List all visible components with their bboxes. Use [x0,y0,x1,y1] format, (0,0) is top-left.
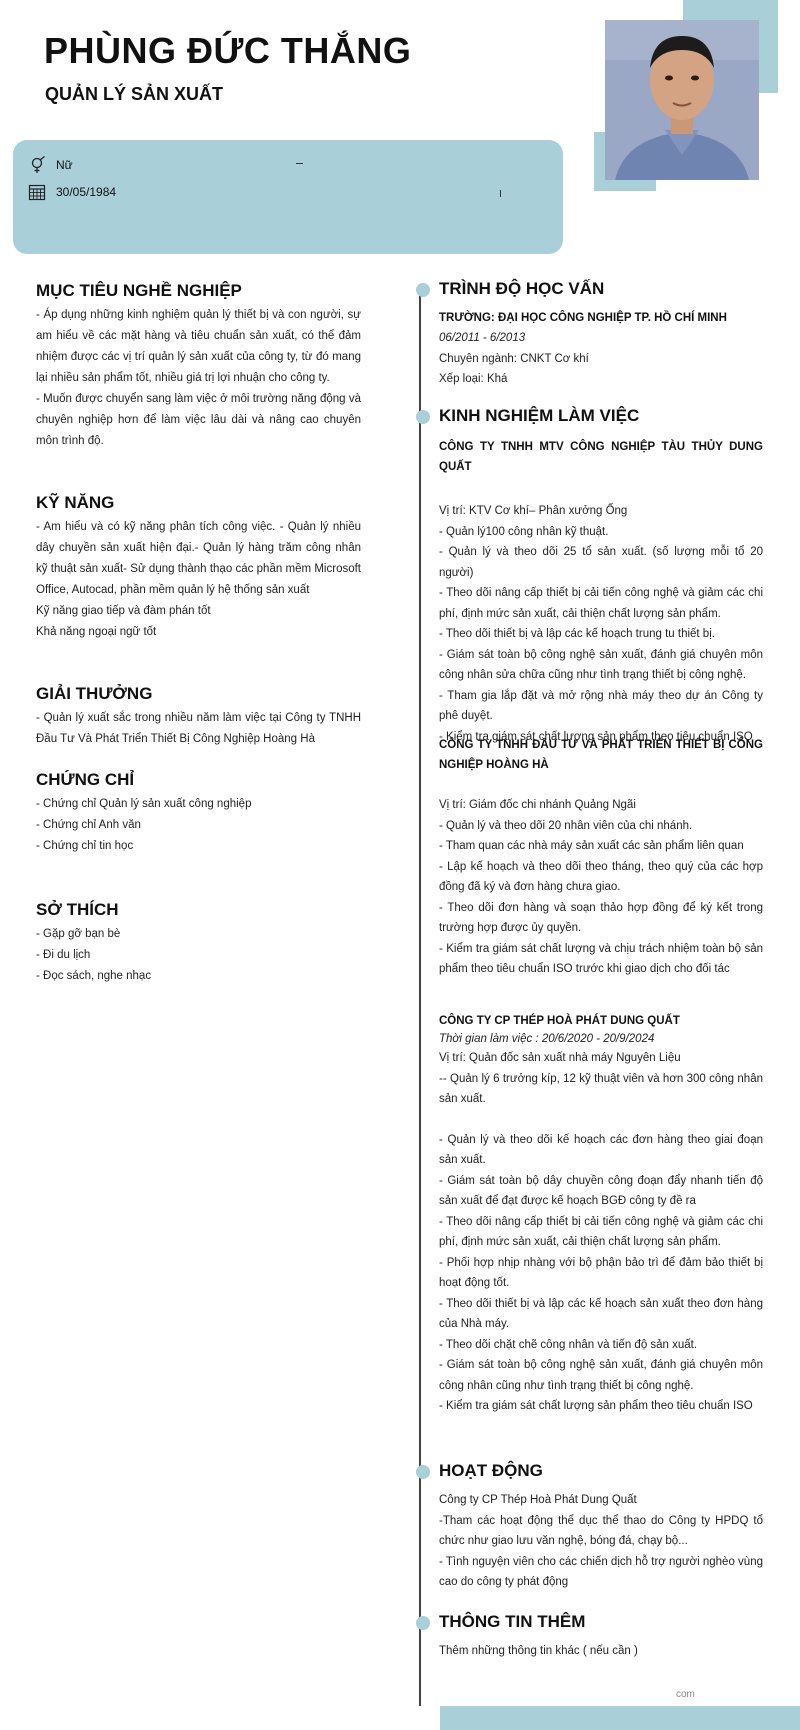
person-portrait-icon [605,20,759,180]
skill-line: - Am hiểu và có kỹ năng phân tích công việc. - Quản lý nhiều dây chuyền sản xuất hiện đại.- Quản lý hàng trăm công nhân kỹ thuật sản xuất- Sử dụng thành thạo các phần mềm Microsoft Office, Autocad, phần mềm quản lý hệ thống sản xuất [36,521,361,596]
job-line: - Quản lý100 công nhân kỹ thuật. [439,525,609,538]
timeline-line [419,286,421,1706]
experience-item [439,437,763,747]
job-line: Vị trí: Quản đốc sản xuất nhà máy Nguyên Liệu [439,1052,681,1064]
company-name: CÔNG TY CP THÉP HOÀ PHÁT DUNG QUẤT [439,1015,680,1027]
job-line: - Kiểm tra giám sát chất lượng sản phẩm theo tiêu chuẩn ISO [439,730,753,743]
activity-org: Công ty CP Thép Hoà Phát Dung Quất [439,1494,637,1506]
objective-line: - Muốn được chuyển sang làm việc ở môi trường năng động và chuyên nghiệp hơn để làm việc lâu dài và nâng cao chuyên môn trình độ. [36,393,361,447]
job-line: - Kiểm tra giám sát chất lượng sản phẩm theo tiêu chuẩn ISO [439,1400,753,1412]
section-title: CHỨNG CHỈ [36,770,135,789]
divider-mark [296,163,303,164]
calendar-icon [28,183,46,201]
awards-section [36,684,361,750]
activity-line: - Tình nguyện viên cho các chiến dịch hỗ trợ người nghèo vùng cao do công ty phát động [439,1555,763,1588]
job-line: Vị trí: KTV Cơ khí– Phân xưởng Ống [439,505,628,517]
job-line: - Theo dõi nâng cấp thiết bị cải tiến công nghệ và giảm các chi phí, định mức sản xuất, cải thiện chất lượng sản phẩm. [439,1215,763,1248]
education-section [439,279,763,390]
job-line: - Quản lý và theo dõi 20 nhân viên của chi nhánh. [439,819,693,832]
footer-watermark: com [676,1689,695,1700]
profile-photo [605,20,759,180]
award-line: - Quản lý xuất sắc trong nhiều năm làm việc tại Công ty TNHH Đầu Tư Và Phát Triển Thiết Bị Công Nghiệp Hoàng Hà [36,712,361,745]
dob-value: 30/05/1984 [56,185,117,199]
certificate-line: - Chứng chỉ tin học [36,840,134,852]
job-line: - Theo dõi chặt chẽ công nhân và tiến độ sản xuất. [439,1338,698,1351]
section-title: HOẠT ĐỘNG [439,1461,543,1480]
school-name: TRƯỜNG: ĐẠI HỌC CÔNG NGHIỆP TP. HỒ CHÍ MINH [439,312,727,324]
major: Chuyên ngành: CNKT Cơ khí [439,352,589,365]
experience-item [439,735,763,980]
job-line: - Theo dõi đơn hàng và soạn thảo hợp đồng để ký kết trong trường hợp được ủy quyền. [439,901,763,934]
work-period: Thời gian làm việc : 20/6/2020 - 20/9/2024 [439,1033,655,1045]
section-title: KINH NGHIỆM LÀM VIỆC [439,406,640,425]
experience-item [439,1011,763,1417]
hobby-line: - Đi du lịch [36,949,91,961]
job-line: - Tham quan các nhà máy sản xuất các sản phẩm liên quan [439,840,744,852]
job-title: QUẢN LÝ SẢN XUẤT [45,84,224,104]
hobbies-section [36,900,361,987]
job-line: Vị trí: Giám đốc chi nhánh Quảng Ngãi [439,799,636,811]
candidate-name: PHÙNG ĐỨC THẮNG [44,30,412,71]
job-line: - Theo dõi nâng cấp thiết bị cải tiến công nghệ và giảm các chi phí, định mức sản xuất, cải thiện chất lượng sản phẩm. [439,587,763,620]
job-line: - Quản lý và theo dõi kế hoạch các đơn hàng theo giai đoạn sản xuất. [439,1133,763,1166]
certificates-section [36,770,361,857]
section-title: SỞ THÍCH [36,900,119,919]
skill-line: Kỹ năng giao tiếp và đàm phán tốt [36,605,211,617]
more-info-section [439,1612,763,1662]
job-line: - Kiểm tra giám sát chất lượng và chịu trách nhiệm toàn bộ sản phẩm theo tiêu chuẩn ISO trước khi giao dịch cho đối tác [439,942,763,975]
job-line: - Theo dõi thiết bị và lập các kế hoạch sản xuất theo đơn hàng của Nhà máy. [439,1297,763,1330]
skill-line: Khả năng ngoại ngữ tốt [36,626,157,638]
footer-accent-bar [440,1706,800,1730]
job-line: - Giám sát toàn bộ công nghệ sản xuất, đánh giá chuyên môn công nhân sửa chữa cũng như tình trạng thiết bị công nghệ. [439,648,763,681]
job-line: -- Quản lý 6 trưởng kíp, 12 kỹ thuật viên và hơn 300 công nhân sản xuất. [439,1072,763,1105]
gender-value: Nữ [56,158,73,172]
timeline-dot [416,1616,430,1630]
section-title: GIẢI THƯỞNG [36,684,153,703]
activities-section [439,1461,763,1593]
certificate-line: - Chứng chỉ Quản lý sản xuất công nghiệp [36,798,252,810]
job-line: - Phối hợp nhịp nhàng với bộ phận bảo trì để đảm bảo thiết bị hoạt động tốt. [439,1256,763,1289]
timeline-dot [416,283,430,297]
skills-section [36,493,361,643]
job-line: - Tham gia lắp đặt và mở rộng nhà máy theo dự án Công ty phê duyệt. [439,689,763,722]
timeline-dot [416,410,430,424]
job-line: - Giám sát toàn bộ công nghệ sản xuất, đánh giá chuyên môn công nhân cũng như tình trạng thiết bị công nghệ. [439,1359,763,1392]
divider-mark [500,190,501,197]
activity-line: -Tham các hoạt động thể dục thể thao do Công ty HPDQ tổ chức như giao lưu văn nghệ, bóng đá, chạy bộ... [439,1514,763,1547]
section-title: MỤC TIÊU NGHỀ NGHIỆP [36,281,242,300]
timeline-dot [416,1465,430,1479]
job-line: - Theo dõi thiết bị và lập các kế hoạch trung tu thiết bị. [439,628,715,640]
objective-line: - Áp dụng những kinh nghiệm quản lý thiết bị và con người, sự am hiểu về các mặt hàng và tiêu chuẩn sản xuất, có thể đảm nhiệm được các vị trí quản lý sản xuất của công ty, từ đó mang lại nhiều sản phẩm tốt, nhiều giá trị lợi nhuận cho công ty. [36,309,361,384]
grade: Xếp loại: Khá [439,373,508,385]
company-name: CÔNG TY TNHH ĐẦU TƯ VÀ PHÁT TRIỂN THIẾT BỊ CÔNG NGHIỆP HOÀNG HÀ [439,739,763,771]
company-name: CÔNG TY TNHH MTV CÔNG NGHIỆP TÀU THỦY DUNG QUẤT [439,441,763,473]
section-title: THÔNG TIN THÊM [439,1612,586,1631]
hobby-line: - Đọc sách, nghe nhạc [36,970,152,982]
objective-section [36,281,361,452]
gender-icon [28,156,46,174]
job-line: - Lập kế hoạch và theo dõi theo tháng, theo quý của các hợp đồng đã ký và đơn hàng chưa giao. [439,860,763,893]
dob-row [28,183,116,201]
hobby-line: - Gặp gỡ bạn bè [36,928,121,940]
section-title: KỸ NĂNG [36,493,115,512]
more-info-text: Thêm những thông tin khác ( nếu cần ) [439,1645,638,1657]
section-title: TRÌNH ĐỘ HỌC VẤN [439,279,605,298]
certificate-line: - Chứng chỉ Anh văn [36,819,141,831]
experience-section [439,406,763,426]
job-line: - Giám sát toàn bộ dây chuyền công đoạn đẩy nhanh tiến độ sản xuất để đạt được kế hoạch BGĐ công ty đề ra [439,1174,763,1207]
job-line [439,1110,763,1130]
job-line: - Quản lý và theo dõi 25 tổ sản xuất. (số lượng mỗi tổ 20 người) [439,546,763,579]
study-period: 06/2011 - 6/2013 [439,332,526,344]
gender-row [28,156,73,174]
